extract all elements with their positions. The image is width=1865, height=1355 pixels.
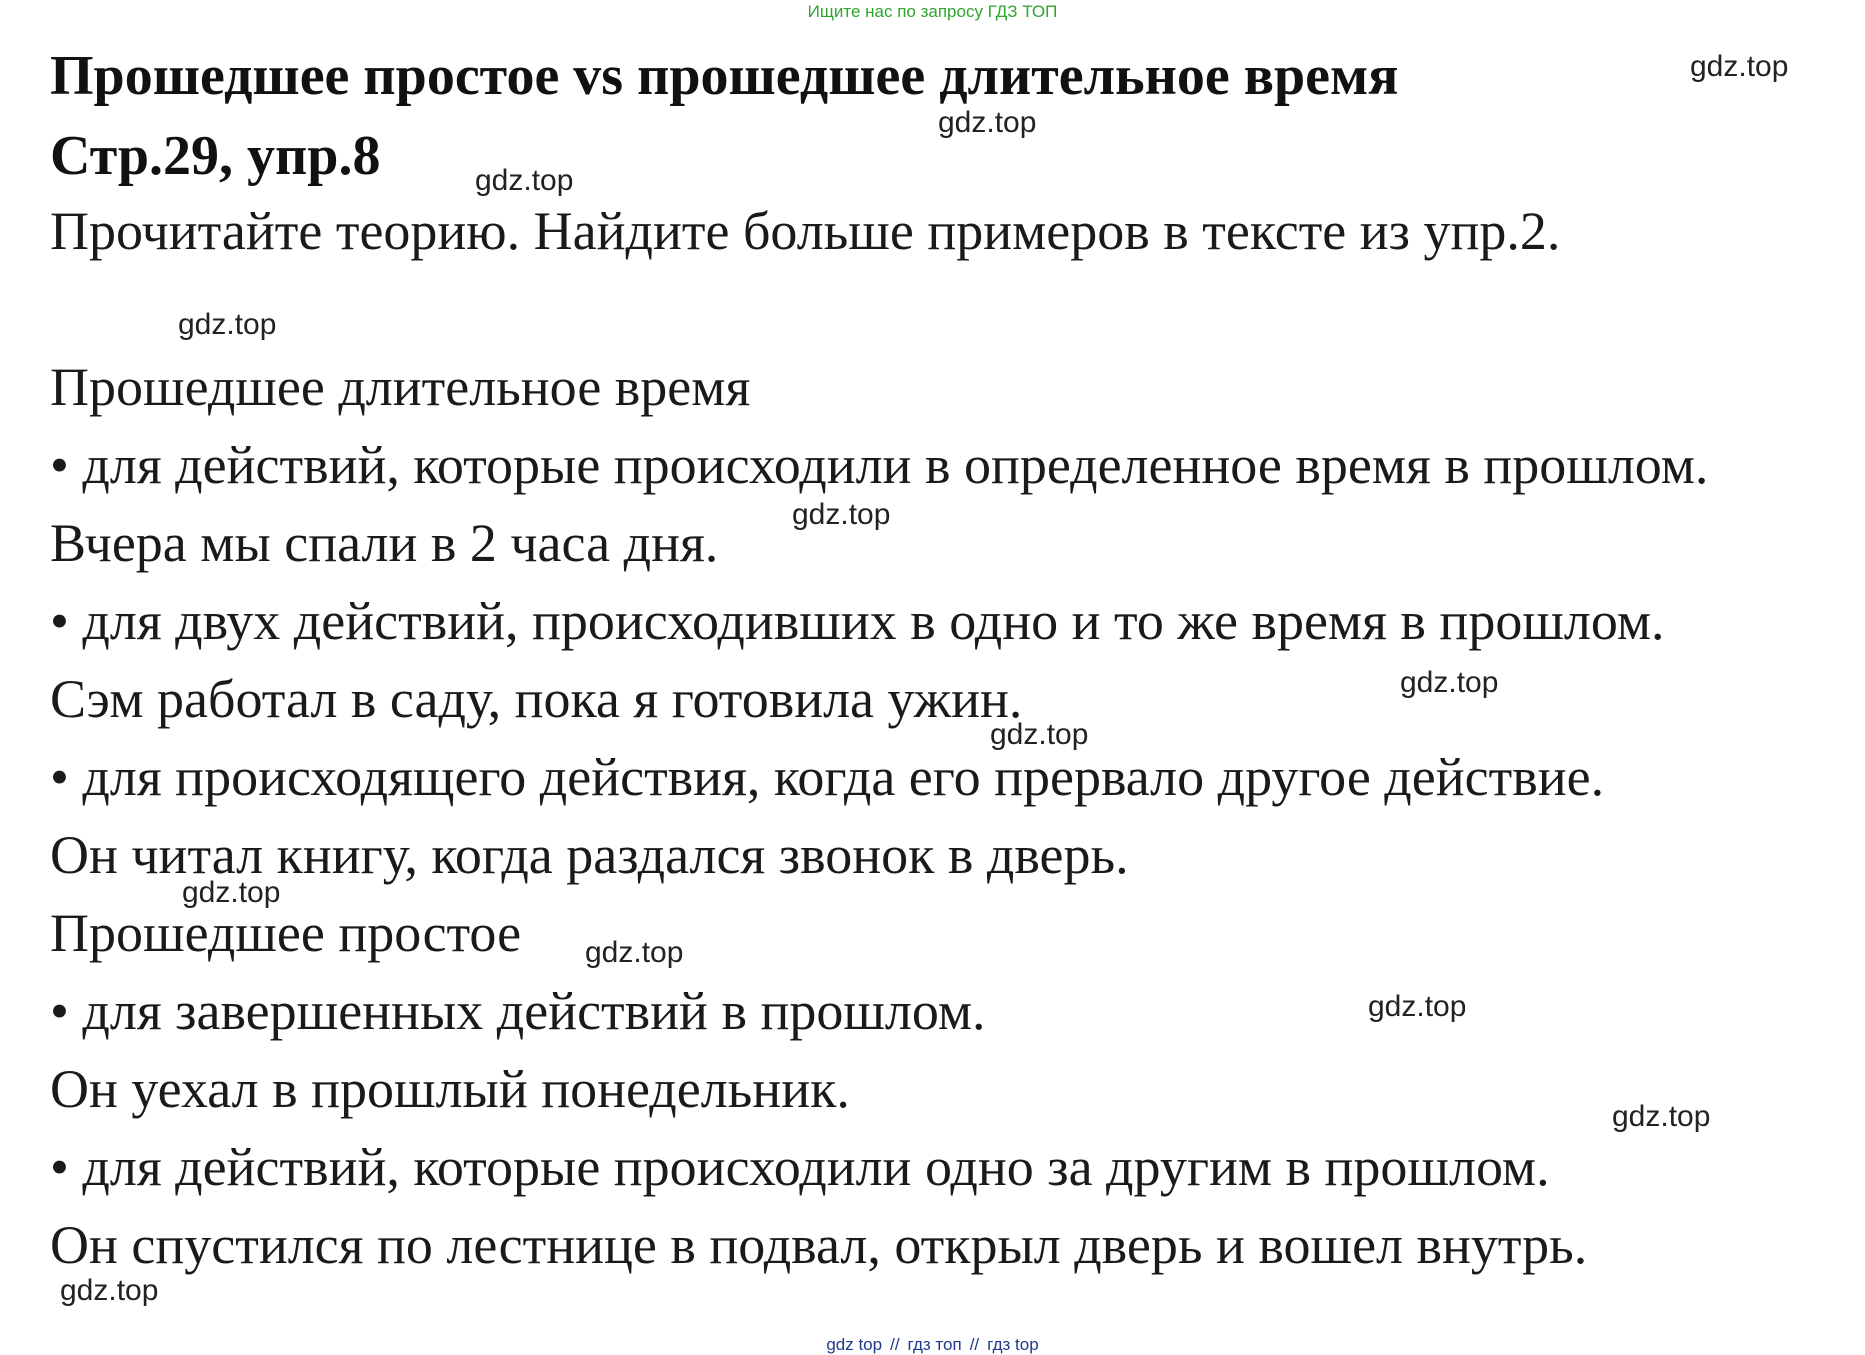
page-title: Прошедшее простое vs прошедшее длительное время [50, 45, 1399, 107]
pc-example-3: Он читал книгу, когда раздался звонок в дверь. [50, 825, 1129, 885]
watermark: gdz.top [1690, 50, 1789, 83]
footer-links [0, 1335, 1865, 1355]
footer-separator: // [890, 1335, 900, 1354]
ps-rule-1: • для завершенных действий в прошлом. [50, 981, 986, 1041]
footer-link-gdz-top[interactable]: gdz top [826, 1335, 883, 1354]
footer-link-gdz-top-ru[interactable]: гдз топ [907, 1335, 962, 1354]
watermark: gdz.top [178, 308, 277, 341]
footer-link-gdz-top-mixed[interactable]: гдз top [987, 1335, 1039, 1354]
pc-example-2: Сэм работал в саду, пока я готовила ужин. [50, 669, 1023, 729]
watermark: gdz.top [1368, 990, 1467, 1023]
watermark: gdz.top [792, 498, 891, 531]
past-simple-heading: Прошедшее простое [50, 903, 522, 963]
ps-example-1: Он уехал в прошлый понедельник. [50, 1059, 850, 1119]
top-banner[interactable]: Ищите нас по запросу ГДЗ ТОП [807, 2, 1058, 21]
watermark: gdz.top [60, 1274, 159, 1307]
pc-example-1: Вчера мы спали в 2 часа дня. [50, 513, 719, 573]
watermark: gdz.top [938, 106, 1037, 139]
ps-example-2: Он спустился по лестнице в подвал, открыл дверь и вошел внутрь. [50, 1215, 1588, 1275]
watermark: gdz.top [475, 164, 574, 197]
watermark: gdz.top [1400, 666, 1499, 699]
watermark: gdz.top [182, 876, 281, 909]
pc-rule-3: • для происходящего действия, когда его прервало другое действие. [50, 747, 1605, 807]
pc-rule-1: • для действий, которые происходили в определенное время в прошлом. [50, 435, 1709, 495]
past-continuous-heading: Прошедшее длительное время [50, 357, 751, 417]
pc-rule-2: • для двух действий, происходивших в одно и то же время в прошлом. [50, 591, 1665, 651]
page-subtitle: Стр.29, упр.8 [50, 125, 381, 187]
watermark: gdz.top [585, 936, 684, 969]
watermark: gdz.top [990, 718, 1089, 751]
watermark: gdz.top [1612, 1100, 1711, 1133]
instruction-text: Прочитайте теорию. Найдите больше примеров в тексте из упр.2. [50, 201, 1561, 261]
footer-separator: // [969, 1335, 980, 1354]
ps-rule-2: • для действий, которые происходили одно за другим в прошлом. [50, 1137, 1550, 1197]
